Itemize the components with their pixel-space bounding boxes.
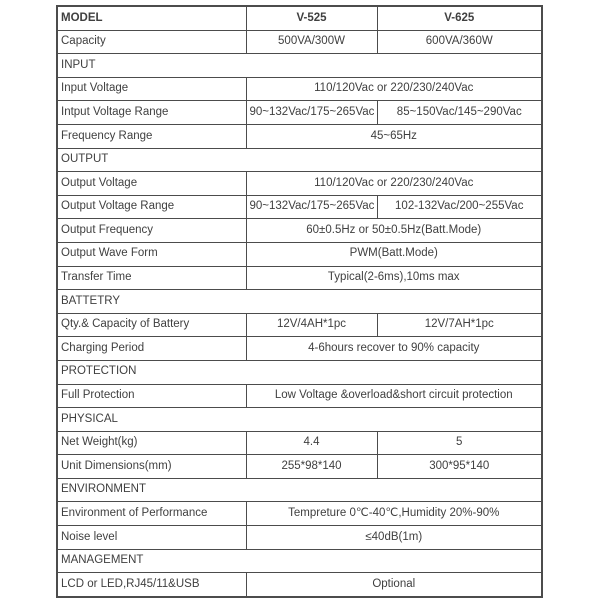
spec-v625-value-cell: 102-132Vac/200~255Vac [377, 195, 542, 219]
spec-table-body [57, 6, 542, 597]
section-label: PROTECTION [57, 360, 542, 384]
section-label: MANAGEMENT [57, 549, 542, 573]
section-row [57, 290, 542, 314]
spec-shared-value-cell: Typical(2-6ms),10ms max [246, 266, 542, 290]
section-label: PHYSICAL [57, 408, 542, 432]
spec-v525-value-cell: 90~132Vac/175~265Vac [246, 195, 377, 219]
spec-label-cell: Frequency Range [57, 124, 246, 148]
section-label: INPUT [57, 54, 542, 78]
spec-label-cell: Environment of Performance [57, 502, 246, 526]
spec-row [57, 101, 542, 125]
spec-shared-value-cell: 60±0.5Hz or 50±0.5Hz(Batt.Mode) [246, 219, 542, 243]
spec-label-cell: Intput Voltage Range [57, 101, 246, 125]
spec-table [56, 5, 543, 598]
spec-v525-value-cell: 500VA/300W [246, 30, 377, 54]
spec-label-cell: Qty.& Capacity of Battery [57, 313, 246, 337]
spec-label-cell: Output Voltage Range [57, 195, 246, 219]
section-label: ENVIRONMENT [57, 478, 542, 502]
model-v625-header-cell: V-625 [377, 6, 542, 30]
spec-v525-value-cell: 255*98*140 [246, 455, 377, 479]
section-label: BATTETRY [57, 290, 542, 314]
spec-row [57, 266, 542, 290]
model-v525-header-cell: V-525 [246, 6, 377, 30]
spec-label-cell: Unit Dimensions(mm) [57, 455, 246, 479]
spec-shared-value-cell: PWM(Batt.Mode) [246, 242, 542, 266]
spec-shared-value-cell: ≤40dB(1m) [246, 526, 542, 550]
spec-v625-value-cell: 600VA/360W [377, 30, 542, 54]
spec-table-container [56, 5, 543, 598]
spec-row [57, 573, 542, 597]
spec-v525-value-cell: 90~132Vac/175~265Vac [246, 101, 377, 125]
section-row [57, 360, 542, 384]
model-header-row [57, 6, 542, 30]
spec-row [57, 526, 542, 550]
spec-label-cell: LCD or LED,RJ45/11&USB [57, 573, 246, 597]
spec-label-cell: Transfer Time [57, 266, 246, 290]
spec-label-cell: Output Voltage [57, 172, 246, 196]
spec-label-cell: Noise level [57, 526, 246, 550]
spec-v625-value-cell: 85~150Vac/145~290Vac [377, 101, 542, 125]
spec-label-cell: Output Frequency [57, 219, 246, 243]
spec-row [57, 172, 542, 196]
spec-v525-value-cell: 12V/4AH*1pc [246, 313, 377, 337]
spec-row [57, 313, 542, 337]
spec-shared-value-cell: Tempreture 0℃-40℃,Humidity 20%-90% [246, 502, 542, 526]
spec-row [57, 195, 542, 219]
spec-v625-value-cell: 5 [377, 431, 542, 455]
section-label: OUTPUT [57, 148, 542, 172]
spec-shared-value-cell: 110/120Vac or 220/230/240Vac [246, 77, 542, 101]
spec-label-cell: Charging Period [57, 337, 246, 361]
spec-label-cell: Full Protection [57, 384, 246, 408]
spec-row [57, 431, 542, 455]
spec-row [57, 502, 542, 526]
spec-row [57, 124, 542, 148]
spec-row [57, 384, 542, 408]
section-row [57, 408, 542, 432]
spec-row [57, 77, 542, 101]
spec-row [57, 219, 542, 243]
spec-v625-value-cell: 12V/7AH*1pc [377, 313, 542, 337]
spec-v525-value-cell: 4.4 [246, 431, 377, 455]
spec-label-cell: Output Wave Form [57, 242, 246, 266]
section-row [57, 148, 542, 172]
spec-label-cell: Input Voltage [57, 77, 246, 101]
spec-row [57, 30, 542, 54]
spec-row [57, 242, 542, 266]
spec-label-cell: Capacity [57, 30, 246, 54]
spec-shared-value-cell: Low Voltage &overload&short circuit protection [246, 384, 542, 408]
section-row [57, 549, 542, 573]
spec-shared-value-cell: 110/120Vac or 220/230/240Vac [246, 172, 542, 196]
spec-row [57, 455, 542, 479]
model-header-cell: MODEL [57, 6, 246, 30]
spec-shared-value-cell: 45~65Hz [246, 124, 542, 148]
spec-v625-value-cell: 300*95*140 [377, 455, 542, 479]
section-row [57, 54, 542, 78]
section-row [57, 478, 542, 502]
spec-shared-value-cell: 4-6hours recover to 90% capacity [246, 337, 542, 361]
spec-shared-value-cell: Optional [246, 573, 542, 597]
spec-row [57, 337, 542, 361]
spec-label-cell: Net Weight(kg) [57, 431, 246, 455]
